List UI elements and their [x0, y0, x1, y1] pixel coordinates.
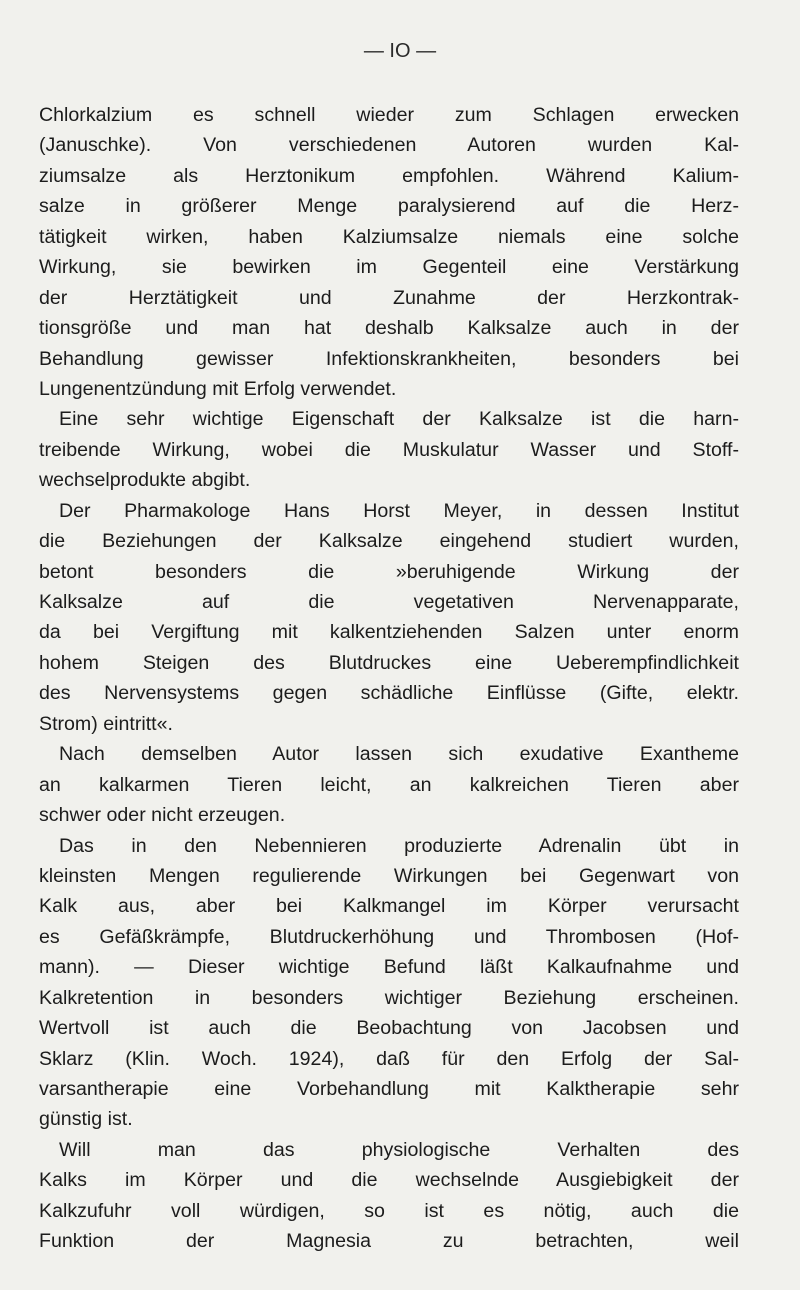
page-number: — IO — — [363, 40, 437, 62]
text-line: treibende Wirkung, wobei die Muskulatur Wasser und Stoff- — [39, 438, 739, 461]
text-line: Eine sehr wichtige Eigenschaft der Kalksalze ist die harn- — [59, 408, 739, 431]
text-line: salze in größerer Menge paralysierend auf die Herz- — [39, 195, 739, 218]
text-line: Behandlung gewisser Infektionskrankheiten, besonders bei — [39, 347, 739, 370]
text-line: da bei Vergiftung mit kalkentziehenden Salzen unter enorm — [39, 621, 739, 644]
text-line: Funktion der Magnesia zu betrachten, weil — [39, 1230, 739, 1253]
text-line: Nach demselben Autor lassen sich exudative Exantheme — [59, 743, 739, 766]
text-line: wechselprodukte abgibt. — [39, 469, 251, 492]
text-line: ziumsalze als Herztonikum empfohlen. Während Kalium- — [39, 164, 739, 187]
text-line: der Herztätigkeit und Zunahme der Herzkontrak- — [39, 286, 739, 309]
text-line: mann). — Dieser wichtige Befund läßt Kalkaufnahme und — [39, 956, 739, 979]
text-line: Kalksalze auf die vegetativen Nervenapparate, — [39, 591, 739, 613]
text-line: die Beziehungen der Kalksalze eingehend studiert wurden, — [39, 530, 739, 553]
body-text — [39, 100, 739, 1257]
text-line: Kalkzufuhr voll würdigen, so ist es nötig, auch die — [39, 1199, 739, 1222]
text-line: Will man das physiologische Verhalten des — [59, 1138, 739, 1161]
text-line: varsantherapie eine Vorbehandlung mit Kalktherapie sehr — [39, 1078, 739, 1100]
text-line: Wertvoll ist auch die Beobachtung von Jacobsen und — [39, 1017, 739, 1040]
text-line: günstig ist. — [39, 1108, 133, 1131]
text-line: an kalkarmen Tieren leicht, an kalkreichen Tieren aber — [39, 773, 739, 796]
text-line: des Nervensystems gegen schädliche Einflüsse (Gifte, elektr. — [39, 682, 739, 705]
text-line: Kalkretention in besonders wichtiger Beziehung erscheinen. — [39, 986, 739, 1009]
text-line: Strom) eintritt«. — [39, 712, 173, 735]
text-line: Kalks im Körper und die wechselnde Ausgiebigkeit der — [39, 1169, 739, 1192]
text-line: schwer oder nicht erzeugen. — [39, 804, 286, 827]
text-line: hohem Steigen des Blutdruckes eine Ueberempfindlichkeit — [39, 651, 739, 674]
text-line: Der Pharmakologe Hans Horst Meyer, in dessen Institut — [59, 499, 739, 522]
text-line: Wirkung, sie bewirken im Gegenteil eine Verstärkung — [39, 256, 739, 279]
text-line: Sklarz (Klin. Woch. 1924), daß für den Erfolg der Sal- — [39, 1047, 739, 1070]
text-line: tätigkeit wirken, haben Kalziumsalze niemals eine solche — [39, 225, 739, 248]
text-line: (Januschke). Von verschiedenen Autoren wurden Kal- — [39, 134, 739, 157]
text-line: kleinsten Mengen regulierende Wirkungen bei Gegenwart von — [39, 864, 739, 887]
text-line: es Gefäßkrämpfe, Blutdruckerhöhung und Thrombosen (Hof- — [39, 925, 739, 948]
text-line: betont besonders die »beruhigende Wirkung der — [39, 560, 739, 583]
text-line: Lungenentzündung mit Erfolg verwendet. — [39, 377, 397, 400]
text-line: Kalk aus, aber bei Kalkmangel im Körper verursacht — [39, 895, 739, 918]
text-line: Chlorkalzium es schnell wieder zum Schlagen erwecken — [39, 104, 739, 126]
text-line: tionsgröße und man hat deshalb Kalksalze auch in der — [39, 317, 739, 340]
text-line: Das in den Nebennieren produzierte Adrenalin übt in — [59, 834, 739, 857]
